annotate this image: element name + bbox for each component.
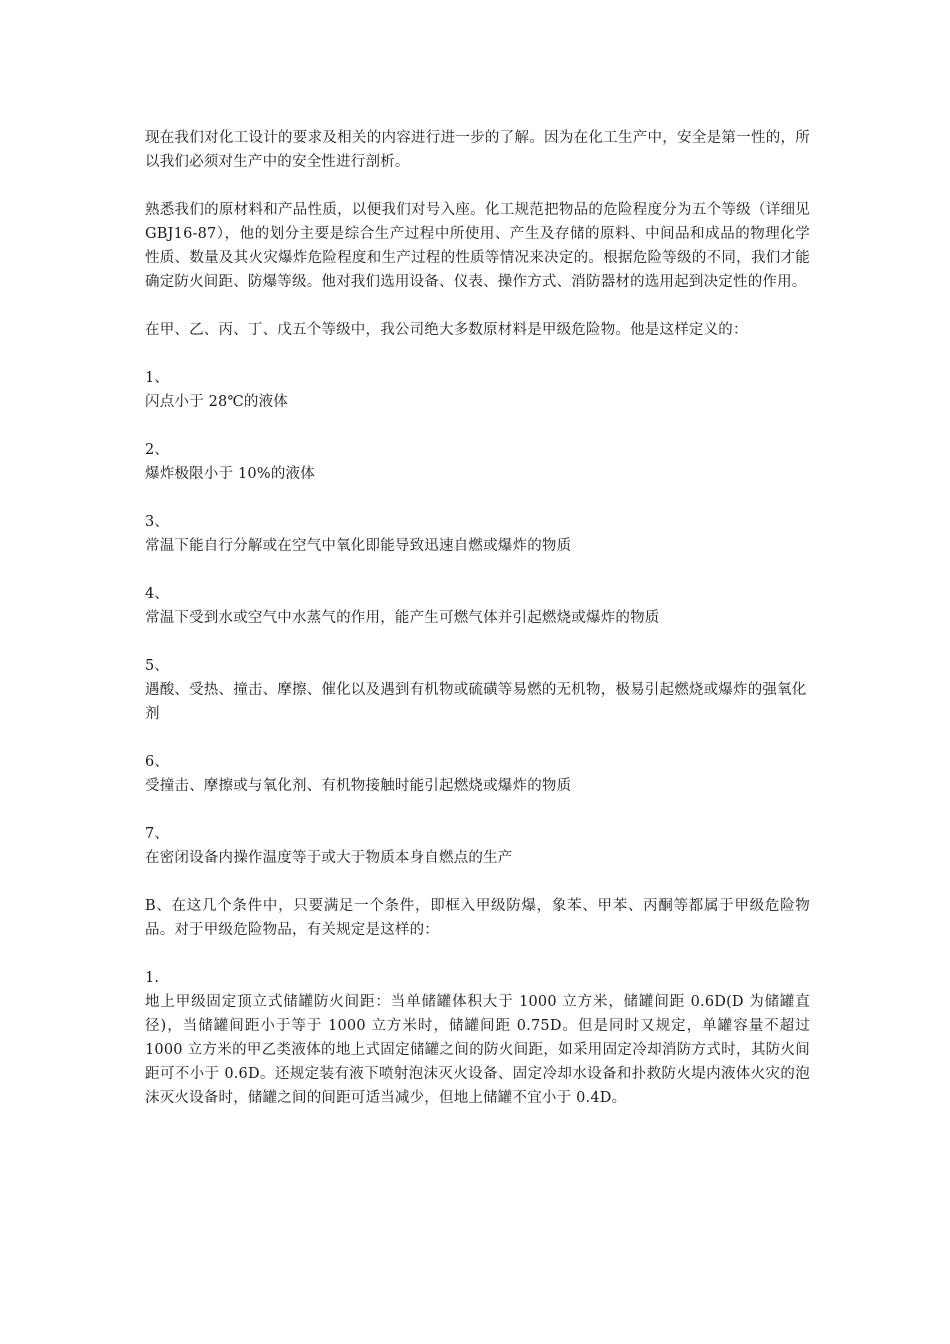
list-item-text: 在密闭设备内操作温度等于或大于物质本身自燃点的生产 <box>145 850 513 866</box>
list-item <box>145 750 810 798</box>
summary-paragraph: B、在这几个条件中，只要满足一个条件，即框入甲级防爆，象苯、甲苯、丙酮等都属于甲级危险物品。对于甲级危险物品，有关规定是这样的： <box>145 898 810 938</box>
list-item <box>145 366 810 414</box>
intro-paragraph-1: 现在我们对化工设计的要求及相关的内容进行进一步的了解。因为在化工生产中，安全是第一性的，所以我们必须对生产中的安全性进行剖析。 <box>145 130 810 170</box>
list-item <box>145 582 810 630</box>
document-page <box>145 126 810 1134</box>
list-item-text: 闪点小于 28℃的液体 <box>145 394 288 410</box>
list-item-text: 遇酸、受热、撞击、摩擦、催化以及遇到有机物或硫磺等易燃的无机物，极易引起燃烧或爆炸的强氧化剂 <box>145 682 807 722</box>
list-item-text: 常温下受到水或空气中水蒸气的作用，能产生可燃气体并引起燃烧或爆炸的物质 <box>145 610 660 626</box>
list-item <box>145 438 810 486</box>
list-item-number: 2、 <box>145 442 170 458</box>
list-item-number: 5、 <box>145 658 170 674</box>
list-item-number: 4、 <box>145 586 170 602</box>
rule-item <box>145 966 810 1110</box>
list-item-text: 受撞击、摩擦或与氧化剂、有机物接触时能引起燃烧或爆炸的物质 <box>145 778 572 794</box>
list-item-number: 3、 <box>145 514 170 530</box>
list-item-number: 6、 <box>145 754 170 770</box>
list-item <box>145 510 810 558</box>
intro-paragraph-3: 在甲、乙、丙、丁、戊五个等级中，我公司绝大多数原材料是甲级危险物。他是这样定义的： <box>145 322 748 338</box>
list-item-text: 爆炸极限小于 10%的液体 <box>145 466 315 482</box>
list-item-text: 常温下能自行分解或在空气中氧化即能导致迅速自燃或爆炸的物质 <box>145 538 572 554</box>
list-item <box>145 654 810 726</box>
intro-paragraph-2: 熟悉我们的原材料和产品性质，以便我们对号入座。化工规范把物品的危险程度分为五个等级（详细见 GBJ16-87），他的划分主要是综合生产过程中所使用、产生及存储的原料、中间品和成品的物理化学性质、数量及其火灾爆炸危险程度和生产过程的性质等情况来决定的。根据危险等级的不同，我们才能确定防火间距、防爆等级。他对我们选用设备、仪表、操作方式、消防器材的选用起到决定性的作用。 <box>145 202 810 290</box>
list-item-number: 7、 <box>145 826 170 842</box>
list-item <box>145 822 810 870</box>
list-item-number: 1、 <box>145 370 170 386</box>
rule-item-number: 1. <box>145 970 160 986</box>
rule-item-text: 地上甲级固定顶立式储罐防火间距：当单储罐体积大于 1000 立方米，储罐间距 0.6D(D 为储罐直径)，当储罐间距小于等于 1000 立方米时，储罐间距 0.75D。但是同时又规定，单罐容量不超过 1000 立方米的甲乙类液体的地上式固定储罐之间的防火间距，如采用固定冷却消防方式时，其防火间距可不小于 0.6D。还规定装有液下喷射泡沫灭火设备、固定冷却水设备和扑救防火堤内液体火灾的泡沫灭火设备时，储罐之间的间距可适当减少，但地上储罐不宜小于 0.4D。 <box>145 994 810 1106</box>
